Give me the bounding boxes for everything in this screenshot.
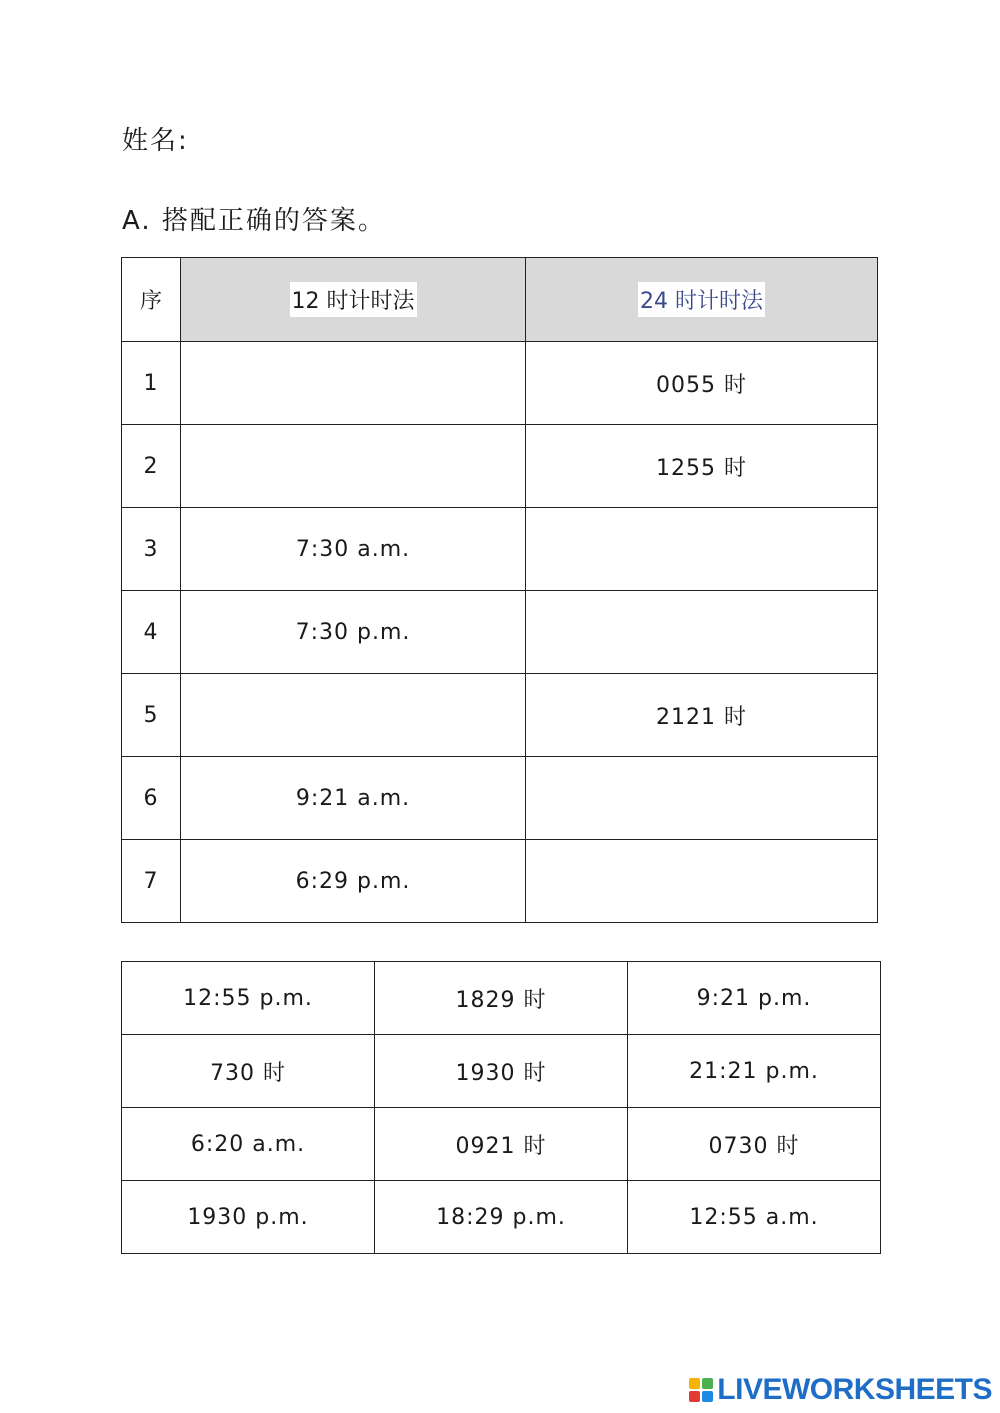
- options-row: [122, 1181, 881, 1254]
- row-number: 2: [122, 425, 181, 508]
- row-number: 6: [122, 757, 181, 840]
- answer-slot-24-hour[interactable]: [526, 757, 878, 840]
- liveworksheets-logo: [689, 1373, 992, 1407]
- answer-slot-24-hour[interactable]: [526, 591, 878, 674]
- row-number: 4: [122, 591, 181, 674]
- row-number: 3: [122, 508, 181, 591]
- matching-table: [121, 257, 878, 923]
- given-12-hour: 7:30 a.m.: [181, 508, 526, 591]
- brand-text: LIVEWORKSHEETS: [717, 1373, 992, 1406]
- answer-slot-24-hour[interactable]: [526, 840, 878, 923]
- brand-blocks-icon: [689, 1378, 713, 1402]
- answer-option[interactable]: 18:29 p.m.: [375, 1181, 628, 1254]
- table-row: [122, 840, 878, 923]
- answer-option[interactable]: 21:21 p.m.: [628, 1035, 881, 1108]
- row-number: 1: [122, 342, 181, 425]
- answer-options-table: [121, 961, 881, 1254]
- answer-option[interactable]: 1930 时: [375, 1035, 628, 1108]
- header-12-hour-label: 12 时计时法: [290, 282, 417, 317]
- given-12-hour: 9:21 a.m.: [181, 757, 526, 840]
- answer-option[interactable]: 1829 时: [375, 962, 628, 1035]
- answer-option[interactable]: 0921 时: [375, 1108, 628, 1181]
- answer-option[interactable]: 12:55 a.m.: [628, 1181, 881, 1254]
- given-24-hour: 2121 时: [526, 674, 878, 757]
- name-label: 姓名:: [122, 126, 189, 156]
- header-24-hour: [526, 258, 878, 342]
- given-24-hour: 0055 时: [526, 342, 878, 425]
- options-row: [122, 962, 881, 1035]
- section-title: A. 搭配正确的答案。: [122, 206, 386, 236]
- answer-option[interactable]: 0730 时: [628, 1108, 881, 1181]
- options-row: [122, 1035, 881, 1108]
- answer-option[interactable]: 1930 p.m.: [122, 1181, 375, 1254]
- table-row: [122, 674, 878, 757]
- options-row: [122, 1108, 881, 1181]
- table-header-row: [122, 258, 878, 342]
- answer-slot-24-hour[interactable]: [526, 508, 878, 591]
- given-12-hour: 7:30 p.m.: [181, 591, 526, 674]
- table-row: [122, 342, 878, 425]
- given-12-hour: 6:29 p.m.: [181, 840, 526, 923]
- table-row: [122, 591, 878, 674]
- table-row: [122, 757, 878, 840]
- answer-slot-12-hour[interactable]: [181, 425, 526, 508]
- given-24-hour: 1255 时: [526, 425, 878, 508]
- header-12-hour: [181, 258, 526, 342]
- answer-option[interactable]: 12:55 p.m.: [122, 962, 375, 1035]
- header-24-hour-label: 24 时计时法: [638, 282, 765, 317]
- row-number: 5: [122, 674, 181, 757]
- table-row: [122, 508, 878, 591]
- answer-option[interactable]: 9:21 p.m.: [628, 962, 881, 1035]
- answer-option[interactable]: 6:20 a.m.: [122, 1108, 375, 1181]
- answer-option[interactable]: 730 时: [122, 1035, 375, 1108]
- header-number: 序: [122, 258, 181, 342]
- answer-slot-12-hour[interactable]: [181, 342, 526, 425]
- answer-slot-12-hour[interactable]: [181, 674, 526, 757]
- row-number: 7: [122, 840, 181, 923]
- table-row: [122, 425, 878, 508]
